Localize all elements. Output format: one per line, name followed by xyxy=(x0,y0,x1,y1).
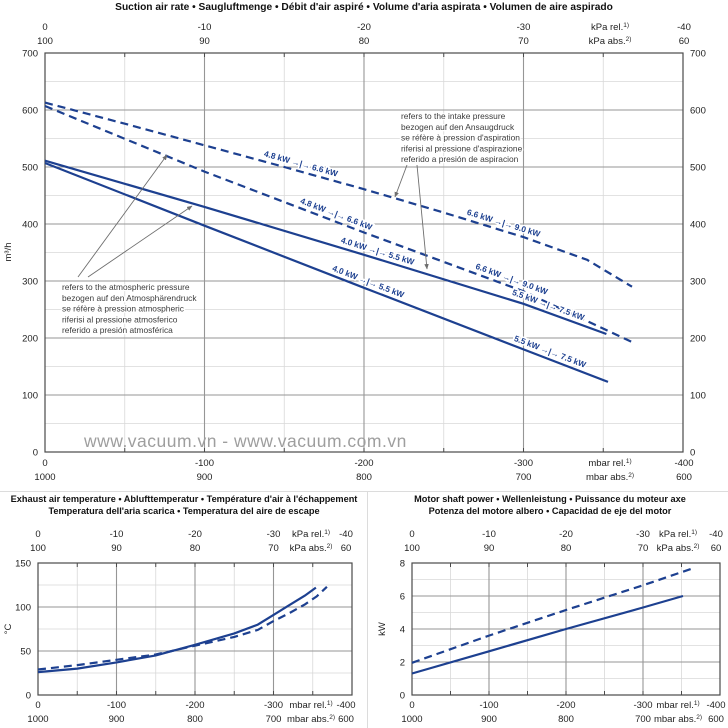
axis-row xyxy=(42,22,691,33)
tick-label: -100 xyxy=(194,458,215,469)
tick-label: 800 xyxy=(187,714,203,725)
tick-label: 0 xyxy=(690,447,696,459)
tick-label: 600 xyxy=(676,472,692,483)
axis-unit-label: mbar abs.$^{2)}$ xyxy=(585,472,635,483)
tick-label: 100 xyxy=(690,390,706,402)
axis-row xyxy=(404,543,721,554)
annotation-line: bezogen auf den Atmosphärendruck xyxy=(62,292,197,303)
leader-arrow xyxy=(395,165,407,197)
tick-label: 900 xyxy=(196,472,213,483)
tick-label: 700 xyxy=(515,472,532,483)
axis-row xyxy=(35,700,355,711)
tick-label: -10 xyxy=(482,529,496,540)
tick-label: 90 xyxy=(199,36,210,47)
motor-power-chart-canvas xyxy=(368,492,728,728)
tick-label: 100 xyxy=(30,543,46,554)
tick-label: 1000 xyxy=(34,472,56,483)
y-axis-unit: kW xyxy=(377,622,388,636)
curve-label: 6.6 kW →|→ 9.0 kW xyxy=(474,260,550,297)
tick-label: 400 xyxy=(22,219,38,231)
tick-label: -300 xyxy=(633,700,653,711)
tick-label: -300 xyxy=(263,700,284,711)
exhaust-temp-chart-subtitle: Temperatura dell'aria scarica • Temperatura del aire de escape xyxy=(48,506,320,516)
curve-label: 6.6 kW →|→ 9.0 kW xyxy=(465,206,542,239)
annotation-line: se réfère à pression atmospheric xyxy=(62,303,184,314)
tick-label: -20 xyxy=(357,22,371,33)
y-axis-labels xyxy=(15,559,31,702)
suction-dashed-upper-curve xyxy=(45,103,632,287)
axis-row xyxy=(27,714,354,725)
tick-label: -40 xyxy=(677,22,691,33)
tick-label: 90 xyxy=(483,543,495,554)
annotation-line: referido a presión de aspiracion xyxy=(401,154,519,165)
tick-label: 80 xyxy=(358,36,370,47)
tick-label: -20 xyxy=(188,529,202,540)
tick-label: 70 xyxy=(268,543,279,554)
tick-label: 500 xyxy=(22,162,38,174)
curve-label: 5.5 kW →|→ 7.5 kW xyxy=(512,333,588,370)
tick-label: 900 xyxy=(481,714,497,725)
motor-power-chart-title: Motor shaft power • Wellenleistung • Puissance du moteur axe xyxy=(414,494,686,504)
tick-label: -100 xyxy=(479,700,499,711)
tick-label: 300 xyxy=(690,276,706,288)
annotation-line: referido a presión atmosférica xyxy=(62,325,173,336)
tick-label: -40 xyxy=(709,529,723,540)
axis-unit-label: mbar abs.$^{2)}$ xyxy=(286,714,336,725)
temp-solid-temperature-curve xyxy=(38,588,316,673)
axis-unit-label: kPa rel.$^{1)}$ xyxy=(292,529,330,540)
tick-label: -10 xyxy=(109,529,124,540)
tick-label: 600 xyxy=(708,714,724,725)
tick-label: 200 xyxy=(22,333,38,345)
tick-label: -40 xyxy=(339,529,353,540)
tick-label: 0 xyxy=(409,700,415,711)
tick-label: -200 xyxy=(556,700,576,711)
y-axis-unit: m³/h xyxy=(3,242,14,262)
tick-label: -400 xyxy=(674,458,694,469)
axis-unit-label: kPa rel.$^{1)}$ xyxy=(659,529,697,540)
tick-label: 4 xyxy=(399,624,405,636)
tick-label: 100 xyxy=(15,602,31,614)
tick-label: 50 xyxy=(20,646,31,658)
annotation-line: refers to the atmospheric pressure xyxy=(62,282,190,292)
axis-row xyxy=(34,472,692,483)
curves xyxy=(412,568,694,674)
tick-label: -10 xyxy=(197,22,212,33)
exhaust-temp-chart-title: Exhaust air temperature • Ablufttemperatur • Température d'air à l'échappement xyxy=(10,494,358,504)
annotation-line: se réfère à pression d'aspiration xyxy=(401,132,520,143)
tick-label: 2 xyxy=(399,657,405,669)
tick-label: 60 xyxy=(710,543,722,554)
tick-label: 60 xyxy=(678,36,690,47)
tick-label: 80 xyxy=(560,543,572,554)
tick-label: 0 xyxy=(42,458,48,469)
tick-label: -200 xyxy=(185,700,205,711)
tick-label: 200 xyxy=(690,333,706,345)
motor-power-chart-subtitle: Potenza del motore albero • Capacidad de eje del motor xyxy=(428,506,672,516)
tick-label: 100 xyxy=(37,36,53,47)
tick-label: 0 xyxy=(42,22,48,33)
tick-label: 80 xyxy=(189,543,201,554)
tick-label: -400 xyxy=(336,700,356,711)
tick-label: -100 xyxy=(106,700,127,711)
axis-unit-label: kPa abs.$^{2)}$ xyxy=(588,36,632,47)
tick-label: 300 xyxy=(22,276,38,288)
curve-label: 4.8 kW →|→ 6.6 kW xyxy=(263,148,340,179)
tick-label: -30 xyxy=(266,529,281,540)
tick-label: -20 xyxy=(559,529,573,540)
tick-label: 0 xyxy=(35,700,41,711)
tick-label: 700 xyxy=(265,714,282,725)
tick-label: 0 xyxy=(35,529,41,540)
tick-label: 800 xyxy=(558,714,574,725)
curves xyxy=(45,103,632,382)
axis-row xyxy=(409,529,723,540)
tick-label: 600 xyxy=(338,714,354,725)
tick-label: -30 xyxy=(636,529,650,540)
tick-label: 1000 xyxy=(27,714,49,725)
y-axis-labels xyxy=(400,559,405,702)
axis-row xyxy=(401,714,724,725)
tick-label: 0 xyxy=(32,447,38,459)
y-axis-unit: °C xyxy=(3,623,14,635)
axis-unit-label: kPa abs.$^{2)}$ xyxy=(289,543,333,554)
suction-chart-title: Suction air rate • Saugluftmenge • Débit d'air aspiré • Volume d'aria aspirata • Volumen de aire aspirado xyxy=(115,2,613,13)
tick-label: 8 xyxy=(399,558,405,570)
tick-label: 100 xyxy=(22,390,38,402)
annotation-line: riferisi al pressione d'aspirazione xyxy=(401,143,523,154)
curve-labels xyxy=(263,148,588,369)
atmospheric-pressure-note xyxy=(62,155,197,335)
tick-label: 900 xyxy=(108,714,125,725)
axis-row xyxy=(35,529,353,540)
temp-dashed-temperature-curve xyxy=(38,587,327,670)
tick-label: 1000 xyxy=(401,714,423,725)
tick-label: 0 xyxy=(409,529,415,540)
tick-label: 700 xyxy=(635,714,651,725)
exhaust-temp-chart-canvas xyxy=(0,492,368,728)
watermark: www.vacuum.vn - www.vacuum.com.vn xyxy=(84,431,407,451)
tick-label: 600 xyxy=(22,105,38,117)
tick-label: 90 xyxy=(111,543,122,554)
curves xyxy=(38,587,327,672)
axis-unit-label: mbar rel.$^{1)}$ xyxy=(289,700,333,711)
axis-row xyxy=(409,700,725,711)
tick-label: 0 xyxy=(25,690,31,702)
annotation-line: bezogen auf den Ansaugdruck xyxy=(401,121,515,132)
tick-label: 400 xyxy=(690,219,706,231)
tick-label: 700 xyxy=(22,48,38,60)
tick-label: 700 xyxy=(690,48,706,60)
annotation-line: riferisi al pressione atmosferico xyxy=(62,314,178,325)
power-dashed-power-curve xyxy=(412,568,694,663)
axis-unit-label: mbar rel.$^{1)}$ xyxy=(656,700,700,711)
tick-label: 0 xyxy=(399,690,405,702)
axis-unit-label: mbar rel.$^{1)}$ xyxy=(588,458,632,469)
intake-pressure-note xyxy=(395,111,523,269)
tick-label: 100 xyxy=(404,543,420,554)
annotation-line: refers to the intake pressure xyxy=(401,111,506,121)
tick-label: 6 xyxy=(399,591,405,603)
tick-label: 70 xyxy=(637,543,649,554)
axis-unit-label: mbar abs.$^{2)}$ xyxy=(653,714,703,725)
tick-label: 500 xyxy=(690,162,706,174)
tick-label: 60 xyxy=(340,543,352,554)
curve-label: 4.8 kW →|→ 6.6 kW xyxy=(299,195,374,233)
axis-row xyxy=(30,543,351,554)
tick-label: 800 xyxy=(356,472,372,483)
tick-label: 70 xyxy=(518,36,529,47)
tick-label: -300 xyxy=(513,458,534,469)
tick-label: 150 xyxy=(15,558,31,570)
curve-label: 5.5 kW →|→ 7.5 kW xyxy=(510,286,586,323)
tick-label: -30 xyxy=(516,22,531,33)
axis-unit-label: kPa rel.$^{1)}$ xyxy=(591,22,629,33)
tick-label: -400 xyxy=(706,700,726,711)
tick-label: 600 xyxy=(690,105,706,117)
axis-row xyxy=(42,458,693,469)
tick-label: -200 xyxy=(354,458,374,469)
curve-label: 4.0 kW →|→ 5.5 kW xyxy=(339,234,416,267)
curve-label: 4.0 kW →|→ 5.5 kW xyxy=(330,262,406,300)
axis-row xyxy=(37,36,689,47)
axis-unit-label: kPa abs.$^{2)}$ xyxy=(656,543,700,554)
